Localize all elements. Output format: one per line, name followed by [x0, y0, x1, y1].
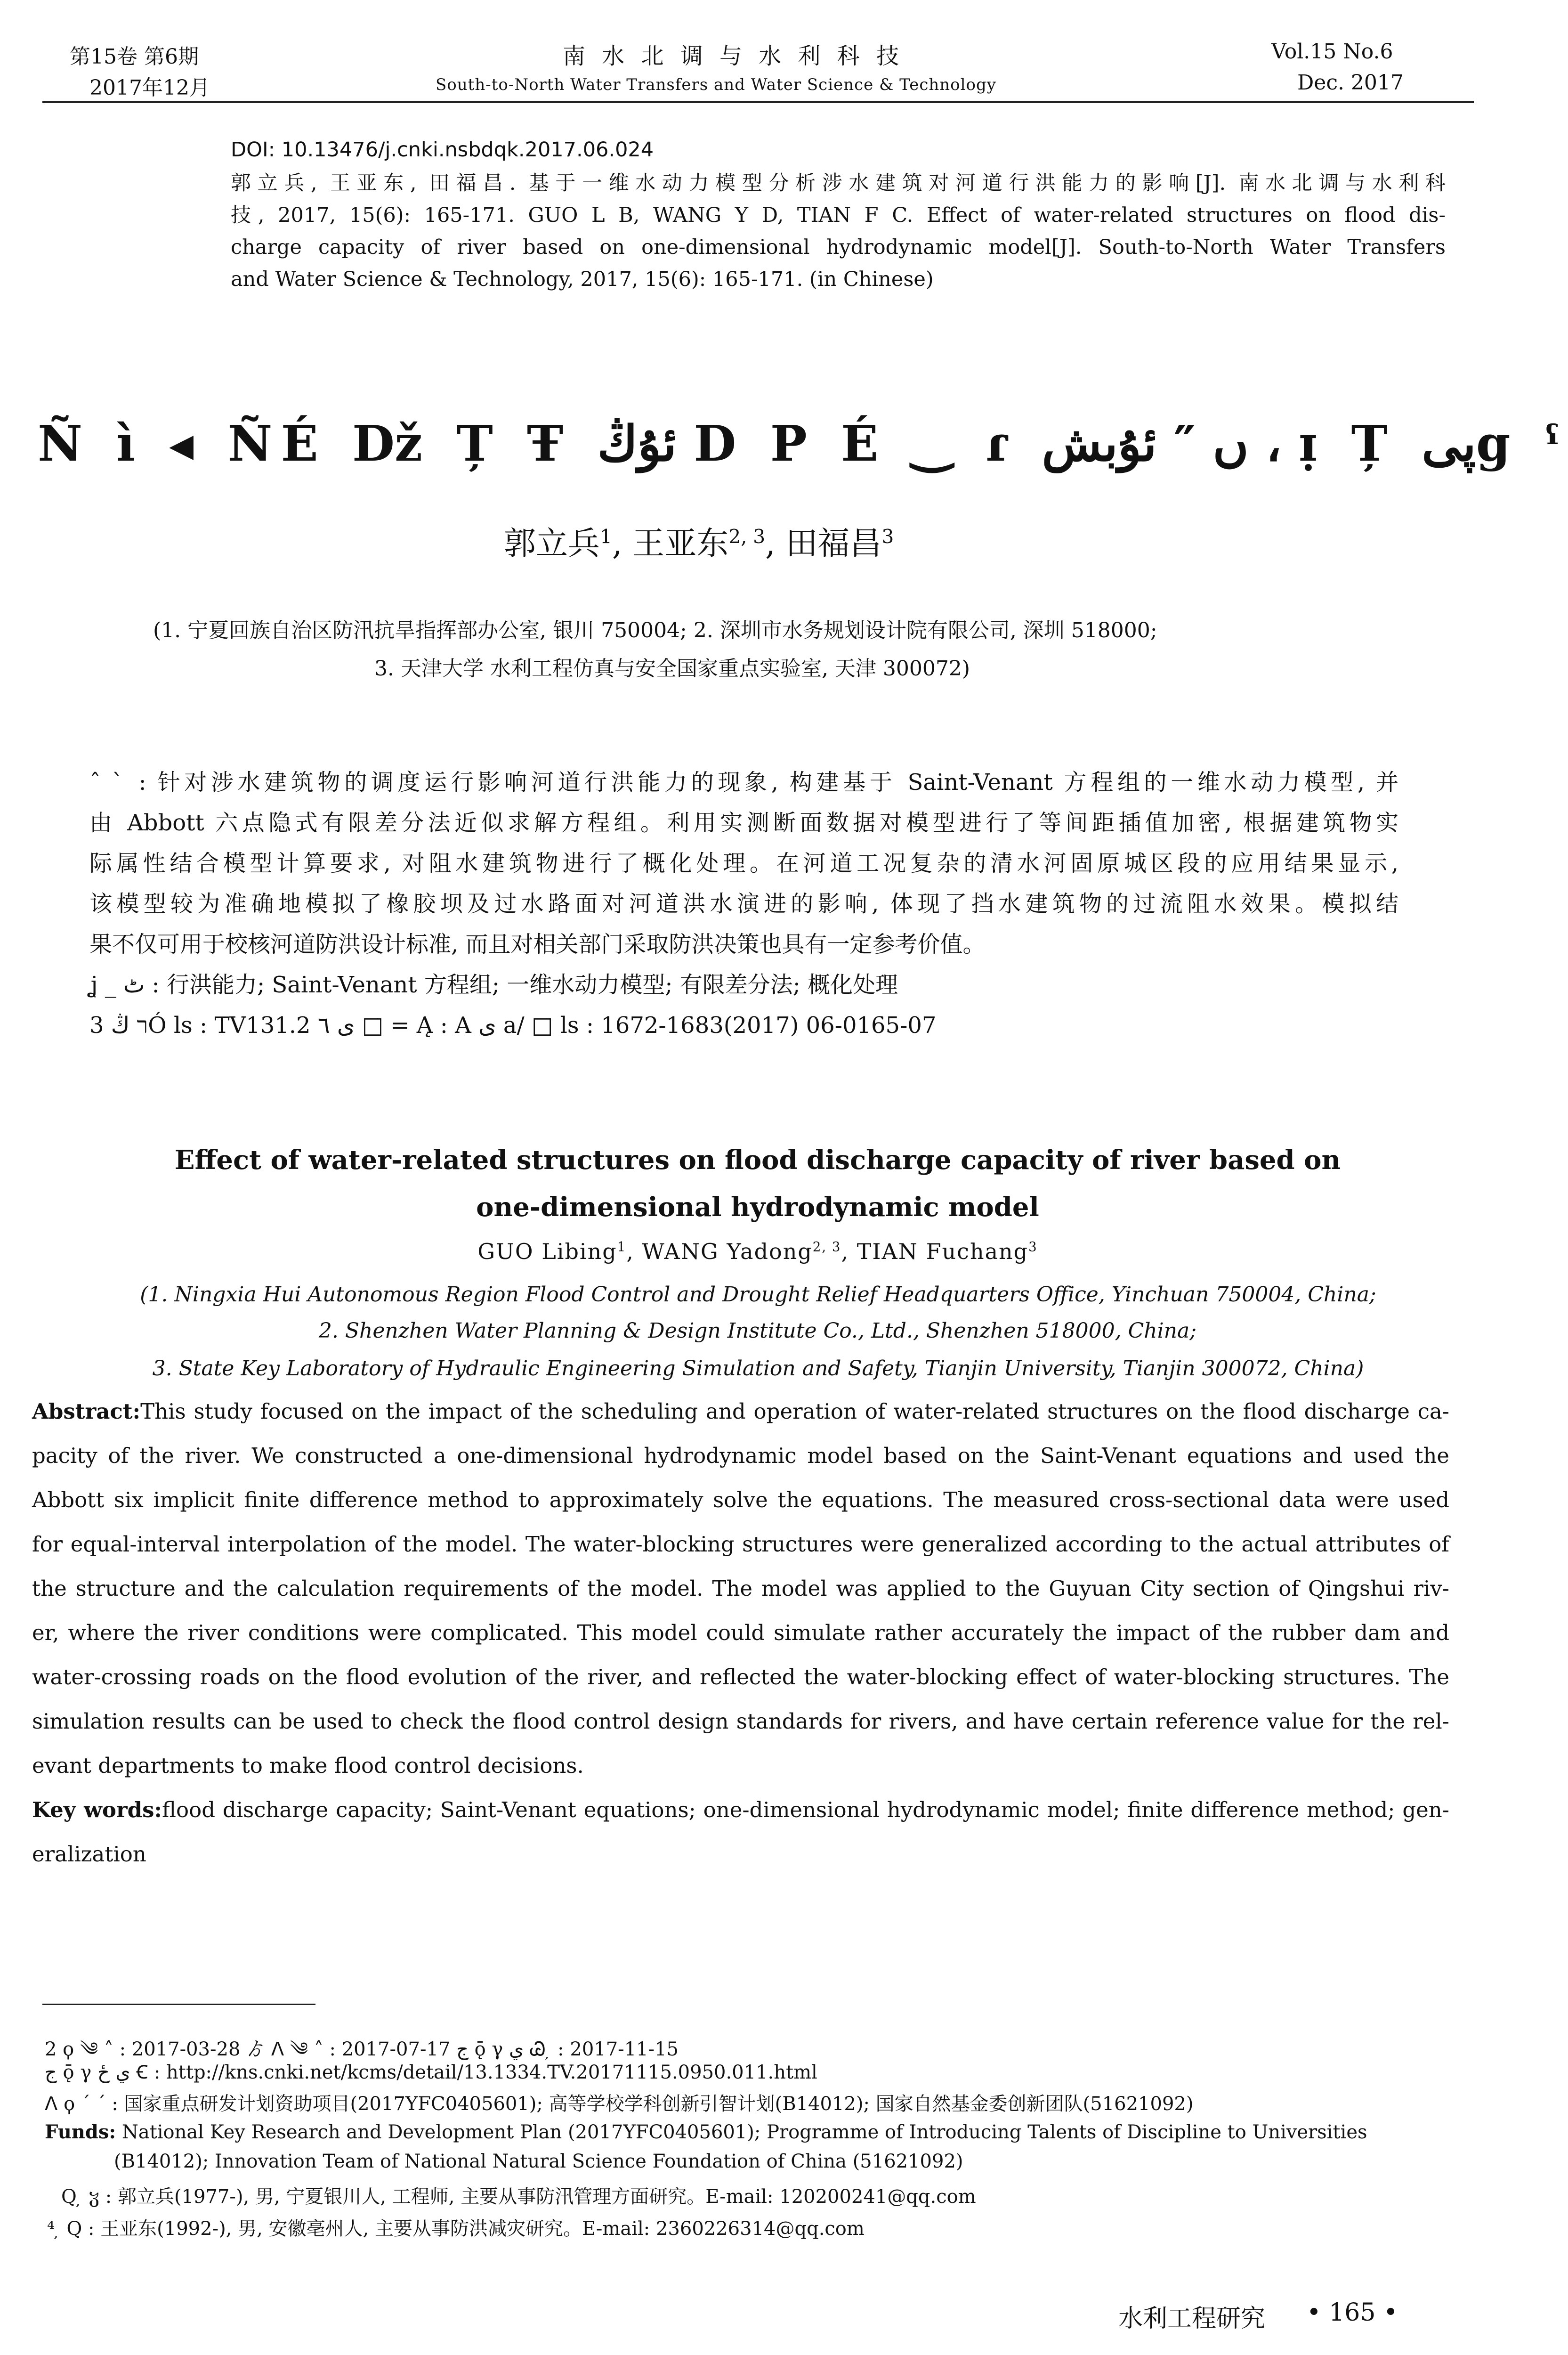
author-en-3-affil: 3 — [1028, 1239, 1038, 1255]
author-cn-3: 田福昌 — [785, 525, 882, 562]
author-cn-1: 郭立兵 — [504, 525, 600, 562]
affil-en-1: (1. Ningxia Hui Autonomous Region Flood Control and Drought Relief Headquarters Office, Yinchuan 750004, China; — [140, 1283, 1376, 1307]
abstract-en-line: simulation results can be used to check the flood control design standards for rivers, and have certain reference value for the rel- — [32, 1709, 1449, 1734]
author-sep: , — [765, 525, 786, 562]
abstract-cn-line: 际属性结合模型计算要求, 对阻水建筑物进行了概化处理。在河道工况复杂的清水河固原城区段的应用结果显示, — [89, 850, 1398, 877]
abstract-cn-line — [89, 762, 1398, 803]
footnote-author-2: ⁴ ̦ Q : 王亚东(1992-), 男, 安徽亳州人, 主要从事防洪减灾研究。E-mail: 2360226314@qq.com — [47, 2218, 865, 2240]
citation-line: 郭立兵, 王亚东, 田福昌. 基于一维水动力模型分析涉水建筑对河道行洪能力的影响[J]. 南水北调与水利科 — [231, 171, 1446, 195]
author-cn-3-affil: 3 — [881, 525, 894, 548]
page-number: • 165 • — [1307, 2298, 1398, 2327]
footnote-fund-en-label: Funds: — [45, 2121, 116, 2143]
abstract-cn-text: 针对涉水建筑物的调度运行影响河道行洪能力的现象, 构建基于 Saint-Venant 方程组的一维水动力模型, 并 — [157, 769, 1399, 796]
keywords-cn-label: ʝ _ ٹ : — [89, 972, 160, 998]
author-en-1: GUO Libing — [477, 1239, 617, 1264]
title-en-line-2: one-dimensional hydrodynamic model — [476, 1192, 1039, 1223]
abstract-cn-line: 由 Abbott 六点隐式有限差分法近似求解方程组。利用实测断面数据对模型进行了等间距插值加密, 根据建筑物实 — [89, 810, 1398, 836]
footnote-dates: 2 ϙ ༄ ˄ : 2017-03-28 ゟ ᐱ ༄ ˄ : 2017-07-17 ج ǭ γ ي Ꮚ ̦ : 2017-11-15 — [45, 2038, 679, 2060]
author-en-3: TIAN Fuchang — [857, 1239, 1029, 1264]
abstract-cn-label: ˆ ˋ : — [89, 769, 146, 796]
keywords-en-label: Key words: — [32, 1797, 162, 1822]
citation-line: charge capacity of river based on one-dimensional hydrodynamic model[J]. South-to-North Water Transfers — [231, 236, 1446, 259]
affil-cn-1: (1. 宁夏回族自治区防汛抗旱指挥部办公室, 银川 750004; 2. 深圳市水务规划设计院有限公司, 深圳 518000; — [153, 618, 1157, 642]
authors-en — [0, 1239, 1515, 1264]
header-vol-no: Vol.15 No.6 — [1271, 40, 1393, 64]
abstract-en-label: Abstract: — [32, 1399, 141, 1424]
footnote-fund-en-text: National Key Research and Development Plan (2017YFC0405601); Programme of Introducing Talents of Discipline to Universities — [121, 2121, 1367, 2143]
footnote-author-1: Q ̦ ჳ : 郭立兵(1977-), 男, 宁夏银川人, 工程师, 主要从事防汛管理方面研究。E-mail: 120200241@qq.com — [61, 2186, 976, 2208]
abstract-en-line: water-crossing roads on the flood evolution of the river, and reflected the water-blocking effect of water-blocking structures. The — [32, 1665, 1449, 1689]
abstract-en — [32, 1389, 1449, 1876]
keywords-en-cont: eralization — [32, 1842, 146, 1867]
keywords-en-text: flood discharge capacity; Saint-Venant equations; one-dimensional hydrodynamic model; finite difference method; gen- — [162, 1797, 1449, 1822]
footnote-url: ج ǭ γ ي ځ Ꞓ : http://kns.cnki.net/kcms/detail/13.1334.TV.20171115.0950.011.html — [45, 2062, 817, 2083]
abstract-en-line: the structure and the calculation requirements of the model. The model was applied to the Guyuan City section of Qingshui riv- — [32, 1576, 1449, 1601]
author-en-1-affil: 1 — [617, 1239, 627, 1255]
abstract-en-line: for equal-interval interpolation of the model. The water-blocking structures were generalized according to the actual attributes of — [32, 1532, 1449, 1557]
author-cn-1-affil: 1 — [600, 525, 612, 548]
keywords-cn-text: 行洪能力; Saint-Venant 方程组; 一维水动力模型; 有限差分法; 概化处理 — [166, 972, 898, 998]
abstract-en-line — [32, 1389, 1449, 1434]
abstract-en-line: er, where the river conditions were complicated. This model could simulate rather accurately the impact of the rubber dam and — [32, 1620, 1449, 1645]
abstract-en-line: evant departments to make flood control decisions. — [32, 1753, 584, 1778]
abstract-cn-line: 该模型较为准确地模拟了橡胶坝及过水路面对河道洪水演进的影响, 体现了挡水建筑物的过流阻水效果。模拟结 — [89, 891, 1398, 917]
keywords-en — [32, 1788, 1449, 1832]
author-sep: , — [626, 1239, 642, 1264]
author-cn-2: 王亚东 — [632, 525, 729, 562]
footnote-rule — [42, 2004, 315, 2005]
author-sep: , — [841, 1239, 857, 1264]
doi: DOI: 10.13476/j.cnki.nsbdqk.2017.06.024 — [231, 138, 654, 162]
abstract-cn-line: 果不仅可用于校核河道防洪设计标准, 而且对相关部门采取防洪决策也具有一定参考价值。 — [89, 931, 986, 958]
author-cn-2-affil: 2, 3 — [728, 525, 766, 548]
author-sep: , — [612, 525, 633, 562]
footnote-fund-en — [45, 2121, 1367, 2143]
citation-block — [231, 167, 1446, 295]
title-en-line-1: Effect of water-related structures on flood discharge capacity of river based on — [174, 1145, 1341, 1176]
author-en-2: WANG Yadong — [642, 1239, 813, 1264]
abstract-en-line: Abbott six implicit finite difference method to approximately solve the equations. The measured cross-sectional data were used — [32, 1487, 1449, 1512]
header-rule — [42, 101, 1474, 103]
abstract-en-text: This study focused on the impact of the scheduling and operation of water-related structures on the flood discharge ca- — [140, 1399, 1449, 1424]
authors-cn — [504, 518, 894, 564]
citation-line: 技, 2017, 15(6): 165-171. GUO L B, WANG Y D, TIAN F C. Effect of water-related structures on flood dis- — [231, 203, 1446, 227]
classification-line: 3 ר ڭÓ ls : TV131.2 ى ٦ □ = Ą : A ى a/ □ ls : 1672-1683(2017) 06-0165-07 — [89, 1012, 937, 1039]
author-en-2-affil: 2, 3 — [812, 1239, 841, 1255]
header-journal-cn: 南 水 北 调 与 水 利 科 技 — [563, 43, 904, 69]
affil-en-3: 3. State Key Laboratory of Hydraulic Engineering Simulation and Safety, Tianjin University, Tianjin 300072, China) — [152, 1356, 1364, 1381]
affil-cn-2: 3. 天津大学 水利工程仿真与安全国家重点实验室, 天津 300072) — [374, 657, 970, 681]
abstract-en-line: pacity of the river. We constructed a one-dimensional hydrodynamic model based on the Saint-Venant equations and used the — [32, 1443, 1449, 1468]
header-date-en: Dec. 2017 — [1297, 71, 1404, 95]
title-cn: Ñ ì ◂ ÑÉ ǅ Ț Ŧ ئۇڭ D P É ‿ ɾ ں ″ ئۇبش ، ɪ̣ Ț پیg ˁ — [38, 414, 1568, 472]
header-volume-issue: 第15卷 第6期 — [70, 45, 199, 69]
keywords-cn — [89, 965, 1398, 1005]
footer-journal: 水利工程研究 — [1118, 2305, 1266, 2333]
abstract-cn — [89, 762, 1398, 1046]
header-date-cn: 2017年12月 — [89, 76, 210, 100]
citation-line: and Water Science & Technology, 2017, 15(6): 165-171. (in Chinese) — [231, 268, 934, 291]
footnote-fund-en-cont: (B14012); Innovation Team of National Natural Science Foundation of China (51621092) — [114, 2151, 963, 2172]
header-journal-en: South-to-North Water Transfers and Water Science & Technology — [436, 75, 996, 94]
footnote-fund-cn: ᐱ ϙ ˊ ˊ : 国家重点研发计划资助项目(2017YFC0405601); 高等学校学科创新引智计划(B14012); 国家自然基金委创新团队(51621092) — [45, 2093, 1194, 2115]
affil-en-2: 2. Shenzhen Water Planning & Design Institute Co., Ltd., Shenzhen 518000, China; — [318, 1319, 1197, 1343]
